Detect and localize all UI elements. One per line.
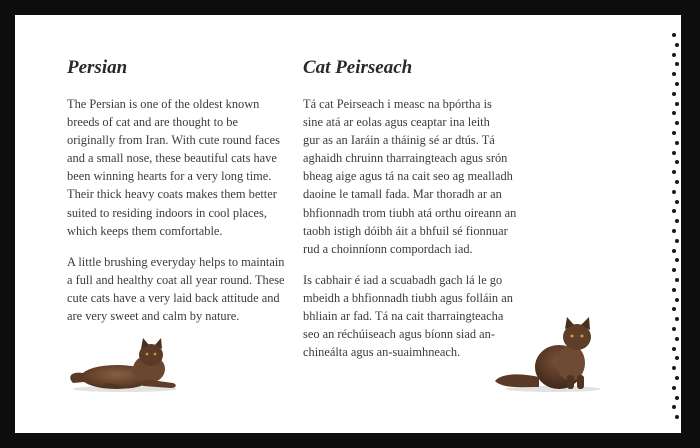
text-line: Is cabhair é iad a scuabadh gach lá le go xyxy=(303,273,503,287)
perforation-hole xyxy=(672,327,676,331)
text-line: suited to residing indoors in cool places, xyxy=(67,205,267,220)
text-line: cute cats have a very laid back attitude and xyxy=(67,291,280,306)
text-line: rud a choinníonn compordach iad. xyxy=(303,241,473,256)
text-line: are very sweet and calm by nature. xyxy=(67,309,240,324)
perforation-hole xyxy=(672,288,676,292)
perforation-hole xyxy=(672,249,676,253)
perforation-hole xyxy=(672,307,676,311)
text-line: sine atá ar eolas agus ceaptar ina leith xyxy=(303,115,490,130)
perforation-hole xyxy=(675,337,679,341)
perforation-hole xyxy=(672,347,676,351)
perforation-hole xyxy=(675,219,679,223)
stamp-booklet-page xyxy=(15,15,681,433)
english-paragraph-1 xyxy=(67,95,299,240)
perforation-hole xyxy=(672,405,676,409)
perforation-hole xyxy=(675,415,679,419)
text-line: been winning hearts for a very long time. xyxy=(67,169,272,184)
perforation-hole xyxy=(672,386,676,390)
perforation-hole xyxy=(672,92,676,96)
perforation-strip xyxy=(669,33,681,421)
perforation-hole xyxy=(675,356,679,360)
lying-persian-cat-image xyxy=(65,333,183,393)
perforation-hole xyxy=(672,366,676,370)
text-line: daoine le tamall fada. Mar thoradh ar an xyxy=(303,187,502,202)
perforation-hole xyxy=(675,239,679,243)
perforation-hole xyxy=(675,180,679,184)
perforation-hole xyxy=(672,131,676,135)
text-line: A little brushing everyday helps to maintain xyxy=(67,255,285,269)
text-line: a full and healthy coat all year round. These xyxy=(67,273,285,288)
perforation-hole xyxy=(672,53,676,57)
english-title: Persian xyxy=(67,57,128,78)
perforation-hole xyxy=(675,278,679,282)
text-line: bhliain ar fad. Tá na cait tharraingteacha xyxy=(303,309,504,324)
perforation-hole xyxy=(675,396,679,400)
perforation-hole xyxy=(675,258,679,262)
text-line: and a small nose, these beautiful cats have xyxy=(67,151,277,166)
perforation-hole xyxy=(672,229,676,233)
perforation-hole xyxy=(672,170,676,174)
perforation-hole xyxy=(672,190,676,194)
perforation-hole xyxy=(675,102,679,106)
text-line: breeds of cat and are thought to be xyxy=(67,115,238,130)
text-line: Tá cat Peirseach i measc na bpórtha is xyxy=(303,97,492,111)
text-line: chineálta agus an-suaimhneach. xyxy=(303,345,461,360)
text-line: originally from Iran. With cute round faces xyxy=(67,133,280,148)
text-line: seo an réchúiseach agus bíonn siad an- xyxy=(303,327,495,342)
text-line: The Persian is one of the oldest known xyxy=(67,97,260,111)
text-line: bheag aige agus tá na cait seo ag mealladh xyxy=(303,169,513,184)
perforation-hole xyxy=(672,33,676,37)
perforation-hole xyxy=(675,317,679,321)
perforation-hole xyxy=(675,376,679,380)
perforation-hole xyxy=(672,72,676,76)
perforation-hole xyxy=(672,268,676,272)
perforation-hole xyxy=(675,141,679,145)
perforation-hole xyxy=(675,62,679,66)
irish-paragraph-1 xyxy=(303,95,535,258)
english-paragraph-2 xyxy=(67,253,299,325)
perforation-hole xyxy=(672,151,676,155)
text-line: Their thick heavy coats makes them better xyxy=(67,187,277,202)
sitting-persian-cat-image xyxy=(493,315,603,393)
text-line: which keeps them comfortable. xyxy=(67,223,223,238)
perforation-hole xyxy=(675,298,679,302)
perforation-hole xyxy=(675,43,679,47)
text-line: mbeidh a bhfionnadh tiubh agus folláin an xyxy=(303,291,513,306)
text-line: gur as an Iaráin a tháinig sé ar dtús. Tá xyxy=(303,133,495,148)
perforation-hole xyxy=(672,209,676,213)
text-line: aghaidh chruinn tharraingteach agus srón xyxy=(303,151,508,166)
text-line: taobh istigh dóibh áit a bhfuil sé fionnuar xyxy=(303,223,508,238)
perforation-hole xyxy=(675,200,679,204)
perforation-hole xyxy=(672,111,676,115)
text-line: bhfionnadh trom tiubh atá orthu oireann an xyxy=(303,205,517,220)
perforation-hole xyxy=(675,82,679,86)
irish-title: Cat Peirseach xyxy=(303,57,413,78)
perforation-hole xyxy=(675,160,679,164)
perforation-hole xyxy=(675,121,679,125)
